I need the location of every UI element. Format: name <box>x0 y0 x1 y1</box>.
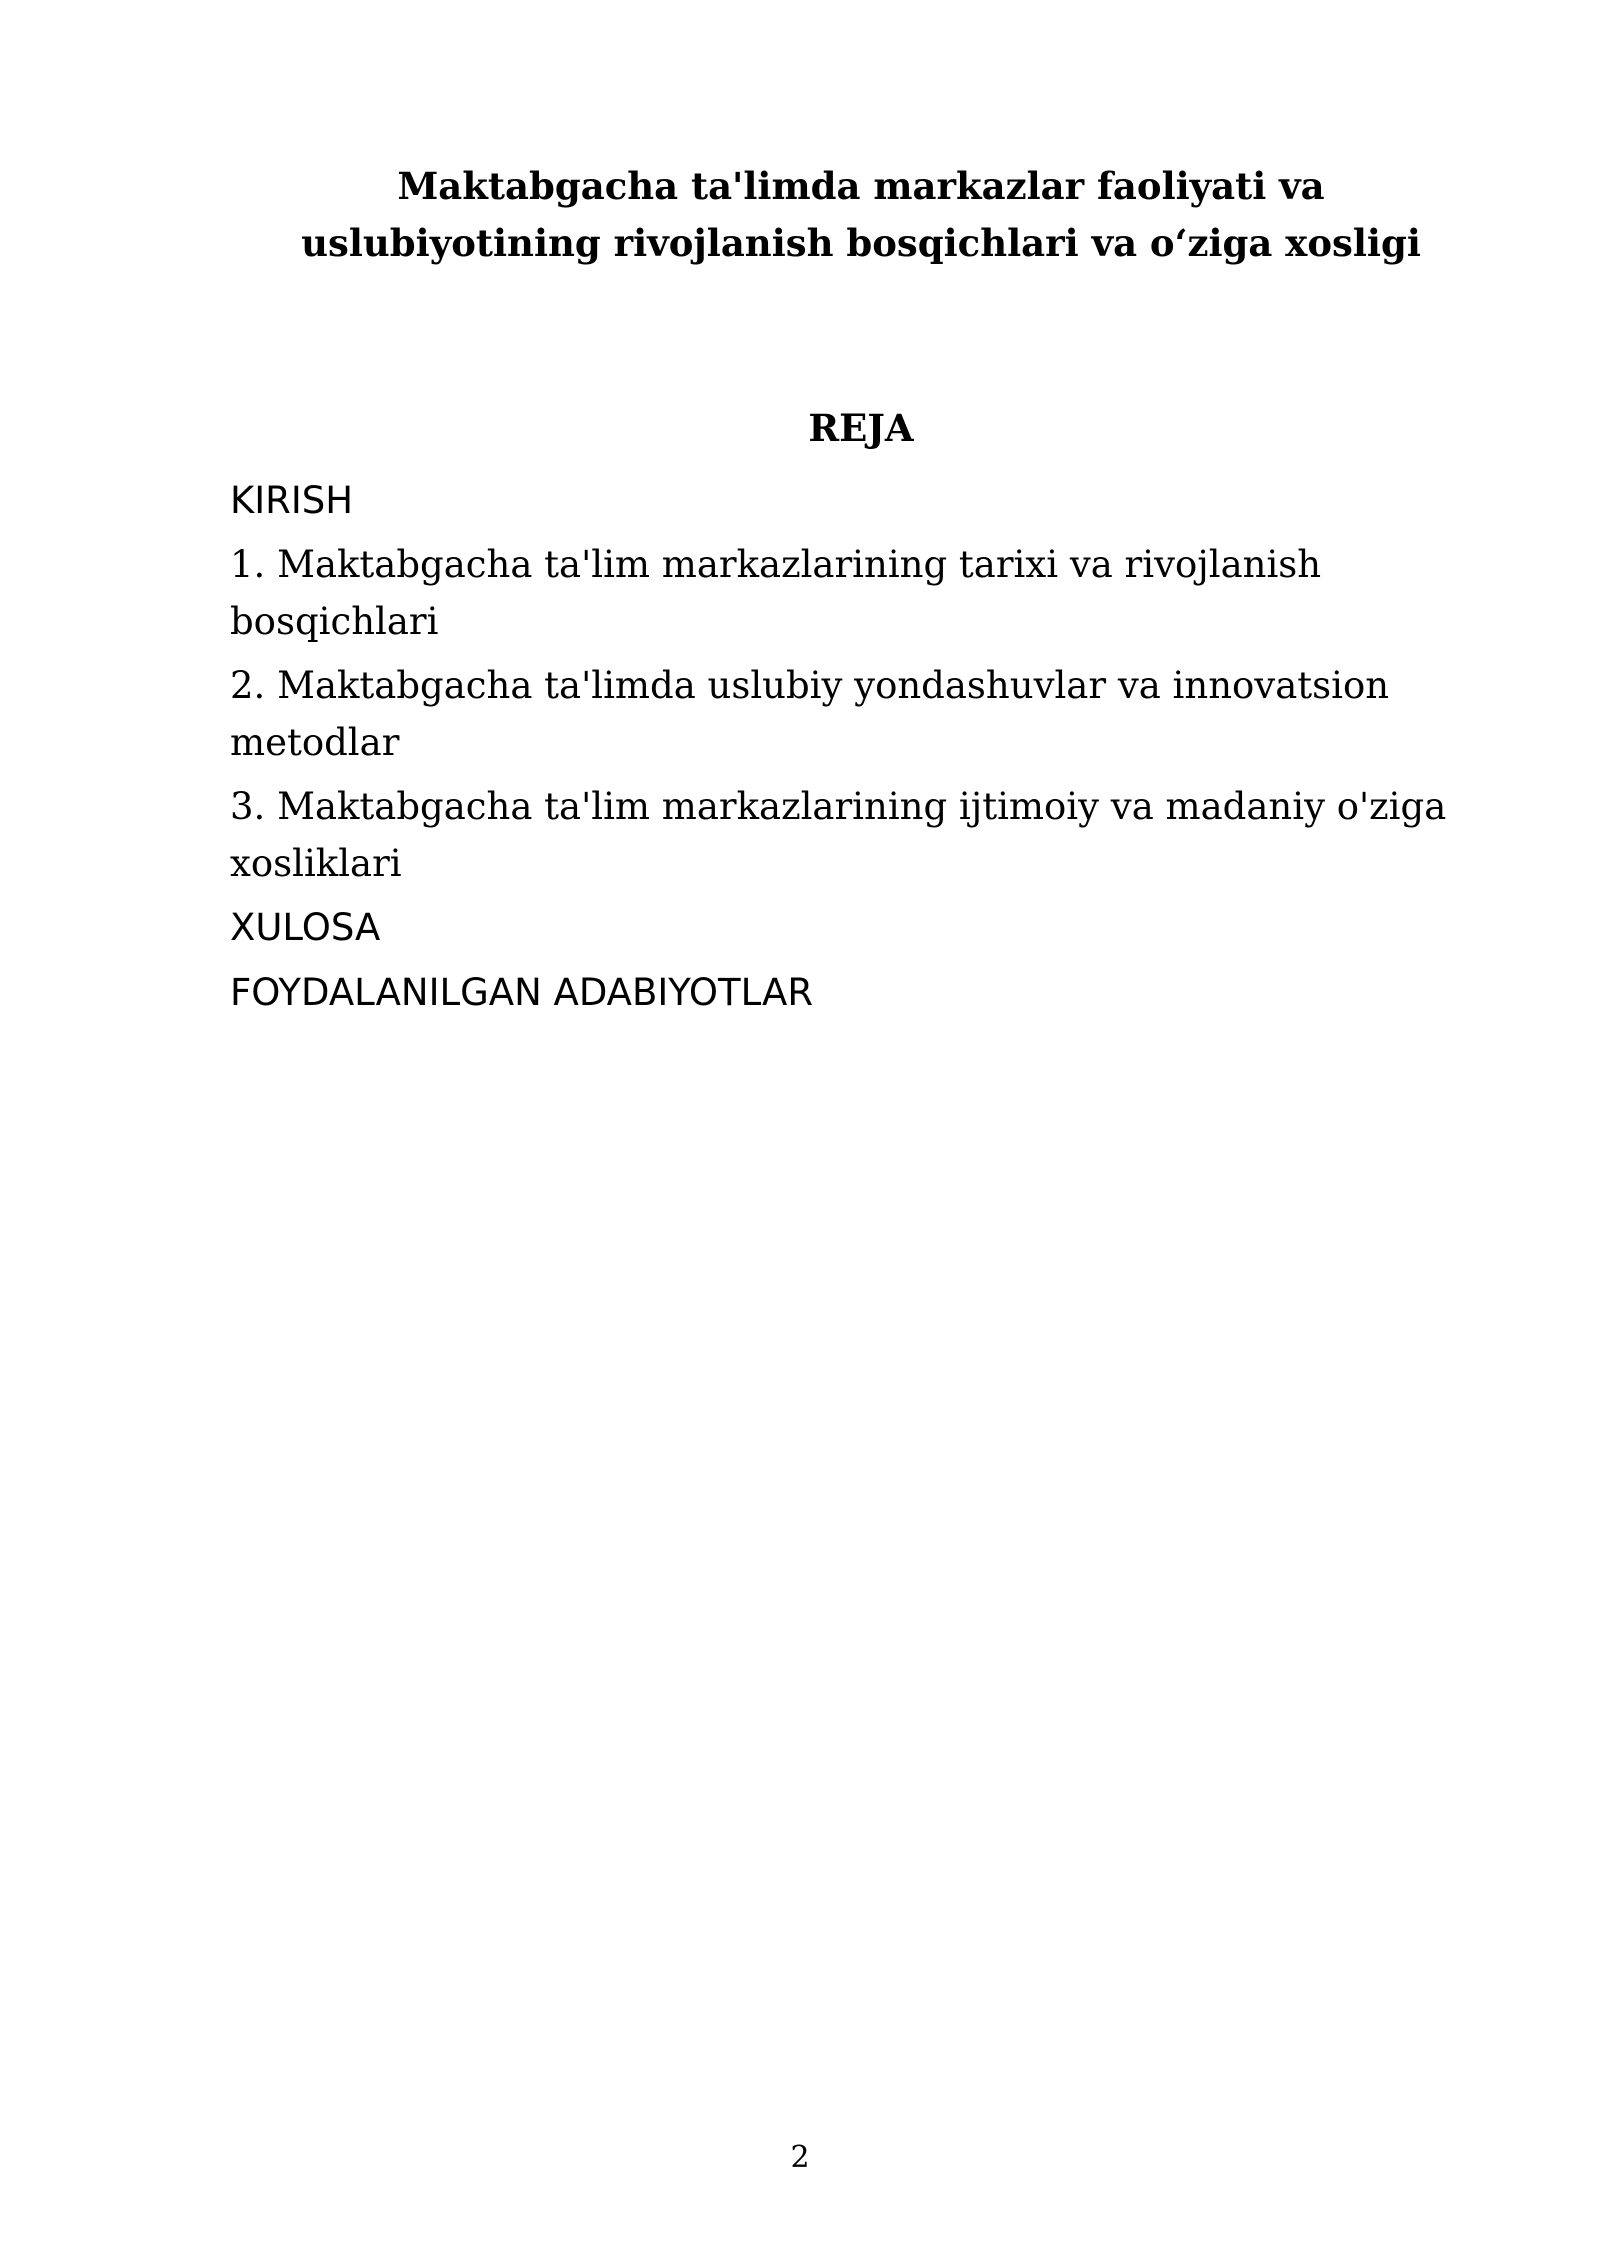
toc-item-text-continued: xosliklari <box>230 842 402 885</box>
toc-item-2 <box>230 657 1530 771</box>
toc-item-references <box>230 964 1530 1021</box>
toc-item-text: KIRISH <box>230 479 354 522</box>
toc-item-text: 1. Maktabgacha ta'lim markazlarining tarixi va rivojlanish <box>230 543 1322 586</box>
page-number: 2 <box>790 2140 810 2175</box>
document-title-line-2: uslubiyotining rivojlanish bosqichlari va o‘ziga xosligi <box>301 221 1421 265</box>
toc-item-text: 3. Maktabgacha ta'lim markazlarining ijtimoiy va madaniy o'ziga <box>230 785 1447 828</box>
toc-item-introduction <box>230 472 1530 529</box>
plan-heading: REJA <box>808 406 914 450</box>
toc-item-text-continued: bosqichlari <box>230 600 439 643</box>
toc-item-text-continued: metodlar <box>230 721 400 764</box>
toc-item-text: 2. Maktabgacha ta'limda uslubiy yondashuvlar va innovatsion <box>230 664 1390 707</box>
toc-item-text: FOYDALANILGAN ADABIYOTLAR <box>230 971 814 1014</box>
toc-item-text: XULOSA <box>230 906 381 949</box>
document-title <box>230 158 1492 272</box>
toc-item-conclusion <box>230 899 1530 956</box>
document-title-line-1: Maktabgacha ta'limda markazlar faoliyati va <box>397 164 1325 208</box>
toc-item-3 <box>230 778 1530 892</box>
toc-item-1 <box>230 536 1530 650</box>
